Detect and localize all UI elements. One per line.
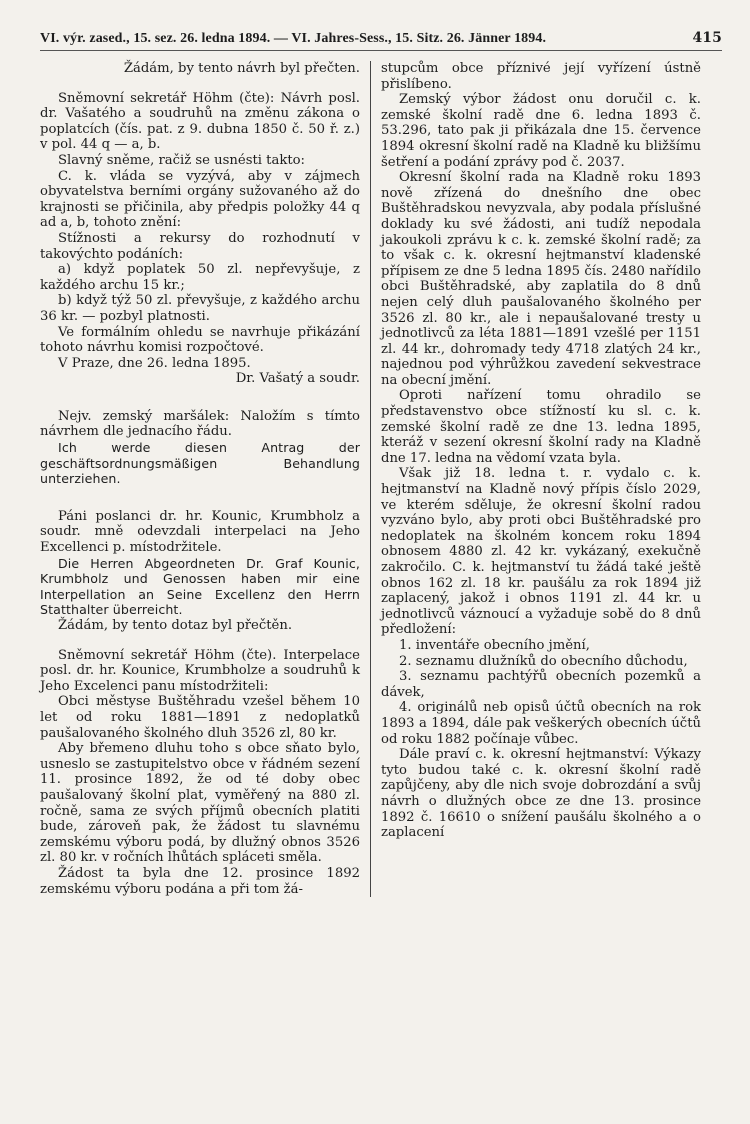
paragraph: Dále praví c. k. okresní hejtmanství: Výkazy tyto budou také c. k. okresní školní radě zapůjčeny, aby dle nich svoje dobrozdání a svůj návrh o dlužných obce ze dne 13. prosince 1892 č. 16610 o snížení paušálu školného a o zaplacení — [381, 747, 701, 841]
paragraph: 4. originálů neb opisů účtů obecních na rok 1893 a 1894, dále pak veškerých obecních účtů od roku 1882 počínaje vůbec. — [381, 700, 701, 747]
paragraph: 1. inventáře obecního jmění, — [399, 637, 590, 653]
paragraph: Žádám, by tento dotaz byl přečtěn. — [58, 618, 293, 633]
paragraph: Páni poslanci dr. hr. Kounic, Krumbholz a soudr. mně odevzdali interpelaci na Jeho Excellenci p. místodržitele. — [40, 508, 360, 556]
paragraph-spacer — [40, 487, 360, 509]
paragraph: Oproti nařízení tomu ohradilo se představenstvo obce stížností ku sl. c. k. zemské školní radě ze dne 13. ledna 1895, kteráž v sezení okresní školní rady na Kladně dne 17. ledna na vědomí vzata byla. — [381, 388, 701, 466]
running-header — [40, 30, 722, 51]
paragraph: stupcům obce příznivé její vyřízení ústně přislíbeno. — [381, 61, 701, 92]
paragraph-spacer — [40, 634, 360, 648]
paragraph: Sněmovní sekretář Höhm (čte): Návrh posl. dr. Vašatého a soudruhů na změnu zákona o poplatcích (čís. pat. z 9. dubna 1850 č. 50 ř. z.) v pol. 44 q — a, b. — [40, 90, 360, 153]
paragraph: Ich werde diesen Antrag der geschäftsordnungsmäßigen Behandlung unterziehen. — [40, 440, 360, 487]
paragraph: Nejv. zemský maršálek: Naložím s tímto návrhem dle jednacího řádu. — [40, 408, 360, 440]
paragraph: Obci městyse Buštěhradu vzešel během 10 let od roku 1881—1891 z nedoplatků paušalovaného školného dluh 3526 zl, 80 kr. — [40, 694, 360, 741]
paragraph: 2. seznamu dlužníků do obecního důchodu, — [399, 653, 688, 669]
paragraph: Zemský výbor žádost onu doručil c. k. zemské školní radě dne 6. ledna 1893 č. 53.296, tato pak ji přikázala dne 15. července 1894 okresní školní radě na Kladně ku bližšímu šetření a podání zprávy pod č. 2037. — [381, 92, 701, 170]
paragraph-spacer — [40, 77, 360, 91]
paragraph: a) když poplatek 50 zl. nepřevyšuje, z každého archu 15 kr.; — [40, 262, 360, 293]
paragraph: C. k. vláda se vyzývá, aby v zájmech obyvatelstva berními orgány sužovaného až do krajnosti se přičinila, aby předpis položky 44 q ad a, b, tohoto znění: — [40, 168, 360, 231]
paragraph: Ve formálním ohledu se navrhuje přikázání tohoto návrhu komisi rozpočtové. — [40, 324, 360, 356]
paragraph: b) když týž 50 zl. převyšuje, z každého archu 36 kr. — pozbyl platnosti. — [40, 293, 360, 324]
text-columns — [40, 61, 722, 897]
right-column — [371, 61, 701, 897]
paragraph: Stížnosti a rekursy do rozhodnutí v takovýchto podáních: — [40, 230, 360, 262]
paragraph: Aby břemeno dluhu toho s obce sňato bylo, usneslo se zastupitelstvo obce v řádném sezení 11. prosince 1892, že od té doby obec paušalovaný školní plat, vyměřený na 880 zl. ročně, sama ze svých příjmů obecních platiti bude, zároveň pak, že žádost tu slavnému zemskému výboru podá, by dlužný obnos 3526 zl. 80 kr. v ročních lhůtách spláceti směla. — [40, 741, 360, 866]
paragraph: Však již 18. ledna t. r. vydalo c. k. hejtmanství na Kladně nový přípis číslo 2029, ve kterém sděluje, že okresní školní radou vyzváno bylo, aby proti obci Buštěhradské pro nedoplatek na školném koncem roku 1894 obnosem 4880 zl. 42 kr. vykázaný, exekučně zakročilo. C. k. hejtmanství tu žádá také ještě obnos 162 zl. 18 kr. paušálu za rok 1894 již zaplacený, jakož i obnos 1191 zl. 44 kr. u jednotlivců váznoucí a vyžaduje sobě do 8 dnů předložení: — [381, 466, 701, 638]
paragraph: 3. seznamu pachtýřů obecních pozemků a dávek, — [381, 669, 701, 700]
paragraph: Žádám, by tento návrh byl přečten. — [123, 61, 360, 76]
paragraph: Žádost ta byla dne 12. prosince 1892 zemskému výboru podána a při tom žá- — [40, 865, 360, 897]
left-column — [40, 61, 370, 897]
paragraph: V Praze, dne 26. ledna 1895. — [58, 355, 251, 371]
header-text: VI. výr. zased., 15. sez. 26. ledna 1894. — VI. Jahres-Sess., 15. Sitz. 26. Jänner 1894. — [40, 31, 547, 46]
paragraph: Die Herren Abgeordneten Dr. Graf Kounic, Krumbholz und Genossen haben mir eine Interpellation an Seine Excellenz den Herrn Statthalter überreicht. — [40, 555, 360, 618]
page-number: 415 — [692, 30, 722, 46]
paragraph: Slavný sněme, račiž se usnésti takto: — [58, 152, 306, 168]
paragraph: Okresní školní rada na Kladně roku 1893 nově zřízená do dnešního dne obec Buštěhradskou nevyzvala, aby podala příslušné doklady ku své žádosti, ani tudíž nepodala jakoukoli zprávu k c. k. zemské školní radě; za to však c. k. okresní hejtmanství kladenské přípisem ze dne 5 ledna 1895 čís. 2480 nařídilo obci Buštěhradské, aby zaplatila do 8 dnů nejen celý dluh paušalovaného školného per 3526 zl. 80 kr., ale i nepaušalované tresty u jednotlivců za léta 1881—1891 vzešlé per 1151 zl. 44 kr., dohromady tedy 4718 zlatých 24 kr., najednou pod výhrůžkou zavedení sekvestrace na obecní jmění. — [381, 170, 701, 388]
paragraph-spacer — [40, 387, 360, 409]
paragraph: Dr. Vašatý a soudr. — [235, 371, 360, 387]
paragraph: Sněmovní sekretář Höhm (čte). Interpelace posl. dr. hr. Kounice, Krumbholze a soudruhů k Jeho Excelenci panu místodržiteli: — [40, 647, 360, 694]
